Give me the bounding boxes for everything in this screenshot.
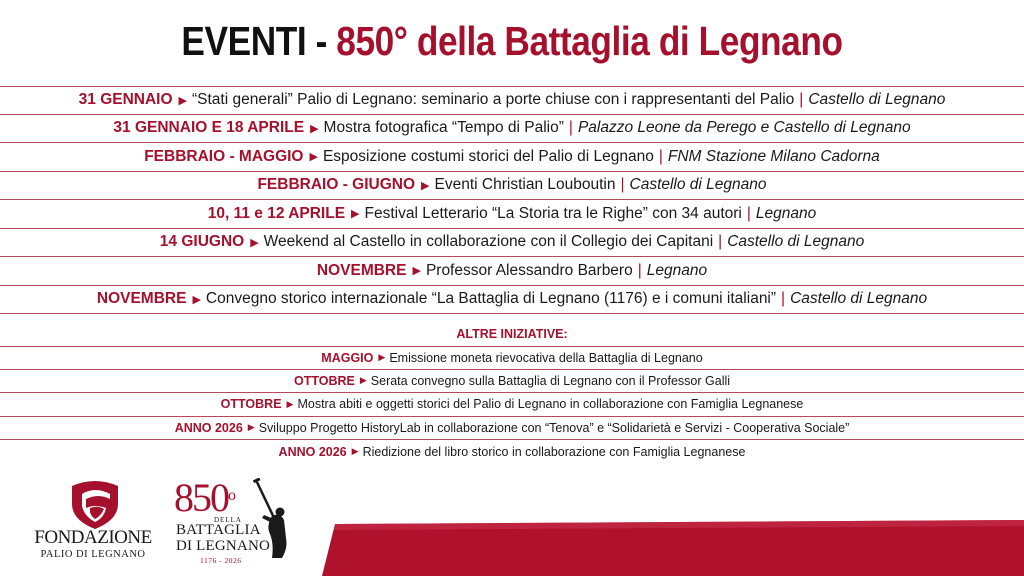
event-date: 14 GIUGNO <box>159 233 245 251</box>
arrow-icon: ▶ <box>412 265 421 278</box>
arrow-icon: ▶ <box>378 352 386 363</box>
event-date: 10, 11 e 12 APRILE <box>207 204 346 222</box>
event-location: Legnano <box>646 261 708 279</box>
event-date: 31 GENNAIO E 18 APRILE <box>113 119 305 137</box>
event-date: NOVEMBRE <box>96 290 187 308</box>
anniversary-number: 850$^o$ <box>174 475 234 520</box>
event-description: Weekend al Castello in collaborazione con il Collegio dei Capitani <box>263 233 714 251</box>
initiative-description: Mostra abiti e oggetti storici del Palio di Legnano in collaborazione con Famiglia Legnanese <box>297 397 804 412</box>
initiative-row <box>0 346 1024 370</box>
altre-iniziative-list <box>0 346 1024 464</box>
anniversary-line2: DI LEGNANO <box>176 538 271 554</box>
event-location: Castello di Legnano <box>808 91 946 109</box>
event-location: Castello di Legnano <box>727 233 865 251</box>
event-location: Legnano <box>755 204 817 222</box>
arrow-icon: ▶ <box>351 446 359 457</box>
warrior-icon <box>250 478 292 560</box>
title-highlight: 850° della Battaglia di Legnano <box>336 18 843 64</box>
arrow-icon: ▶ <box>250 236 259 249</box>
separator: | <box>781 290 786 308</box>
event-row <box>0 257 1024 286</box>
arrow-icon: ▶ <box>351 208 360 221</box>
event-location: FNM Stazione Milano Cadorna <box>667 147 880 165</box>
event-date: FEBBRAIO - MAGGIO <box>144 147 304 165</box>
arrow-icon: ▶ <box>309 151 318 164</box>
initiative-row <box>0 370 1024 394</box>
arrow-icon: ▶ <box>359 375 367 386</box>
event-location: Palazzo Leone da Perego e Castello di Legnano <box>577 119 911 137</box>
title-prefix: EVENTI - <box>181 18 337 64</box>
initiative-description: Emissione moneta rievocativa della Battaglia di Legnano <box>389 350 703 365</box>
event-description: Festival Letterario “La Storia tra le Righe” con 34 autori <box>364 204 742 222</box>
events-list <box>0 86 1024 314</box>
altre-iniziative-heading: ALTRE INIZIATIVE: <box>456 327 568 341</box>
page-title <box>72 18 953 65</box>
arrow-icon: ▶ <box>310 122 319 135</box>
arrow-icon: ▶ <box>178 94 187 107</box>
initiative-description: Serata convegno sulla Battaglia di Legnano con il Professor Galli <box>370 373 731 388</box>
arrow-icon: ▶ <box>247 422 255 433</box>
initiative-date: OTTOBRE <box>220 397 282 412</box>
separator: | <box>746 204 751 222</box>
arrow-icon: ▶ <box>192 293 201 306</box>
arrow-icon: ▶ <box>286 398 294 409</box>
event-row <box>0 115 1024 144</box>
event-row <box>0 200 1024 229</box>
event-row <box>0 286 1024 315</box>
anniversary-line1: BATTAGLIA <box>176 522 261 538</box>
separator: | <box>718 233 723 251</box>
event-row <box>0 86 1024 115</box>
fondazione-logo <box>18 478 168 563</box>
separator: | <box>620 176 625 194</box>
initiative-row <box>0 417 1024 441</box>
anniversary-years: 1176 - 2026 <box>200 556 242 565</box>
separator: | <box>799 91 804 109</box>
event-description: Esposizione costumi storici del Palio di Legnano <box>322 147 654 165</box>
fondazione-name: FONDAZIONE <box>34 527 152 548</box>
event-row <box>0 172 1024 201</box>
event-location: Castello di Legnano <box>790 290 928 308</box>
anniversary-della: DELLA <box>214 516 242 524</box>
initiative-description: Sviluppo Progetto HistoryLab in collaborazione con “Tenova” e “Solidarietà e Servizi - Cooperativa Sociale” <box>258 420 850 435</box>
initiative-date: ANNO 2026 <box>174 420 243 435</box>
event-date: NOVEMBRE <box>316 261 407 279</box>
event-row <box>0 143 1024 172</box>
event-date: 31 GENNAIO <box>78 91 173 109</box>
event-description: Convegno storico internazionale “La Battaglia di Legnano (1176) e i comuni italiani” <box>205 290 777 308</box>
event-description: Professor Alessandro Barbero <box>425 261 633 279</box>
event-location: Castello di Legnano <box>629 176 767 194</box>
separator: | <box>568 119 573 137</box>
initiative-date: MAGGIO <box>321 350 374 365</box>
event-date: FEBBRAIO - GIUGNO <box>257 176 416 194</box>
separator: | <box>637 261 642 279</box>
initiative-date: OTTOBRE <box>293 373 355 388</box>
initiative-date: ANNO 2026 <box>278 444 347 459</box>
event-description: “Stati generali” Palio di Legnano: seminario a porte chiuse con i rappresentanti del Palio <box>192 91 795 109</box>
event-description: Mostra fotografica “Tempo di Palio” <box>323 119 564 137</box>
fondazione-subtitle: PALIO DI LEGNANO <box>40 549 146 560</box>
shield-icon <box>68 478 122 530</box>
initiative-description: Riedizione del libro storico in collaborazione con Famiglia Legnanese <box>362 444 746 459</box>
initiative-row <box>0 393 1024 417</box>
initiative-row <box>0 440 1024 464</box>
anniversary-logo <box>172 475 322 568</box>
event-description: Eventi Christian Louboutin <box>434 176 616 194</box>
separator: | <box>658 147 663 165</box>
arrow-icon: ▶ <box>421 179 430 192</box>
event-row <box>0 229 1024 258</box>
